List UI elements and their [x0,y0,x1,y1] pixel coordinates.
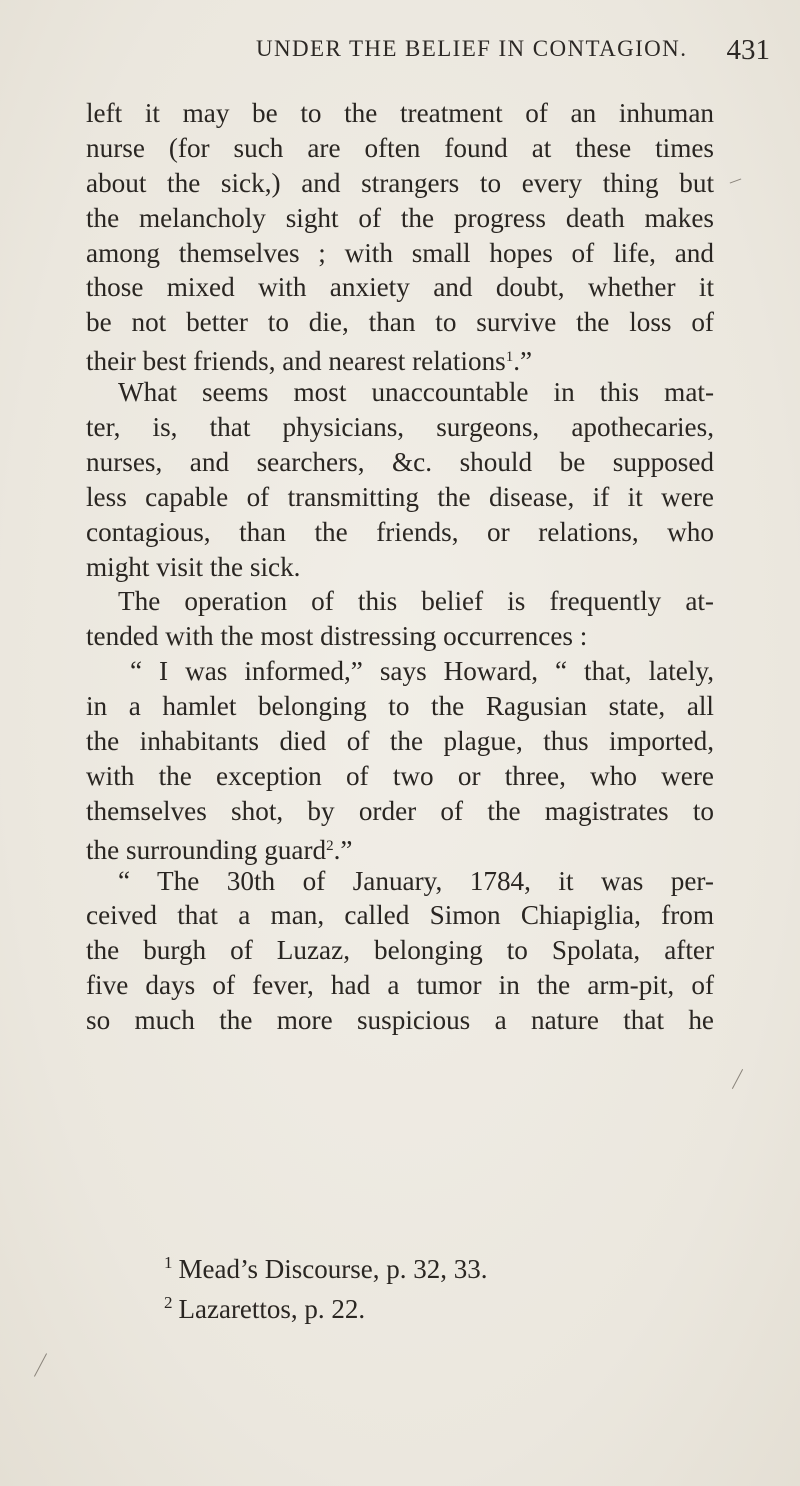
text-line [86,340,714,375]
text-line: ter, is, that physicians, surgeons, apothecaries, [86,412,714,443]
text-line: left it may be to the treatment of an inhuman [86,98,714,128]
footnote-mark: 2 [164,1293,173,1312]
text-line: contagious, than the friends, or relations, who [86,516,714,547]
text-line: ceived that a man, called Simon Chiapiglia, from [86,900,714,931]
text-line: about the sick,) and strangers to every thing but [86,167,714,198]
footnote-reference: 1 [505,349,514,366]
text-line [86,829,714,864]
text-line: nurses, and searchers, &c. should be supposed [86,446,714,477]
footnote-mark: 1 [164,1253,173,1272]
footnote [164,1286,684,1326]
text-fragment: .” [513,346,533,377]
text-line: What seems most unaccountable in this mat- [118,377,714,408]
footnote-text: Mead’s Discourse, p. 32, 33. [178,1254,488,1284]
pencil-mark [730,178,742,183]
text-fragment: .” [333,834,353,865]
page-header [256,36,772,72]
footnote-text: Lazarettos, p. 22. [178,1294,366,1324]
text-line: among themselves ; with small hopes of life, and [86,237,714,268]
text-line: be not better to die, than to survive the loss of [86,307,714,338]
pencil-mark [732,1069,743,1089]
body-text [86,96,714,1038]
page-number: 431 [726,34,770,66]
text-line: tended with the most distressing occurrences : [86,621,588,652]
text-line: the inhabitants died of the plague, thus imported, [86,726,714,757]
footnote-reference: 2 [326,837,334,854]
text-line: “ I was informed,” says Howard, “ that, lately, [130,656,714,687]
text-line: five days of fever, had a tumor in the arm-pit, of [86,970,714,1001]
text-line: The operation of this belief is frequently at- [118,586,714,617]
pencil-mark [34,1353,47,1376]
text-line: so much the more suspicious a nature that he [86,1005,714,1036]
text-line: the burgh of Luzaz, belonging to Spolata, after [86,935,714,966]
text-line: with the exception of two or three, who were [86,760,714,791]
text-line: “ The 30th of January, 1784, it was per- [118,865,714,896]
text-line: in a hamlet belonging to the Ragusian state, all [86,691,714,722]
footnotes [164,1246,684,1326]
text-line: themselves shot, by order of the magistrates to [86,795,714,826]
text-fragment: their best friends, and nearest relations [86,346,506,377]
text-line: the melancholy sight of the progress death makes [86,202,714,233]
footnote [164,1246,684,1286]
text-line: less capable of transmitting the disease, if it were [86,481,714,512]
running-head: UNDER THE BELIEF IN CONTAGION. [256,36,688,61]
text-fragment: the surrounding guard [86,834,327,865]
text-line: might visit the sick. [86,551,301,582]
text-line: those mixed with anxiety and doubt, whether it [86,272,714,303]
text-line: nurse (for such are often found at these times [86,132,714,163]
